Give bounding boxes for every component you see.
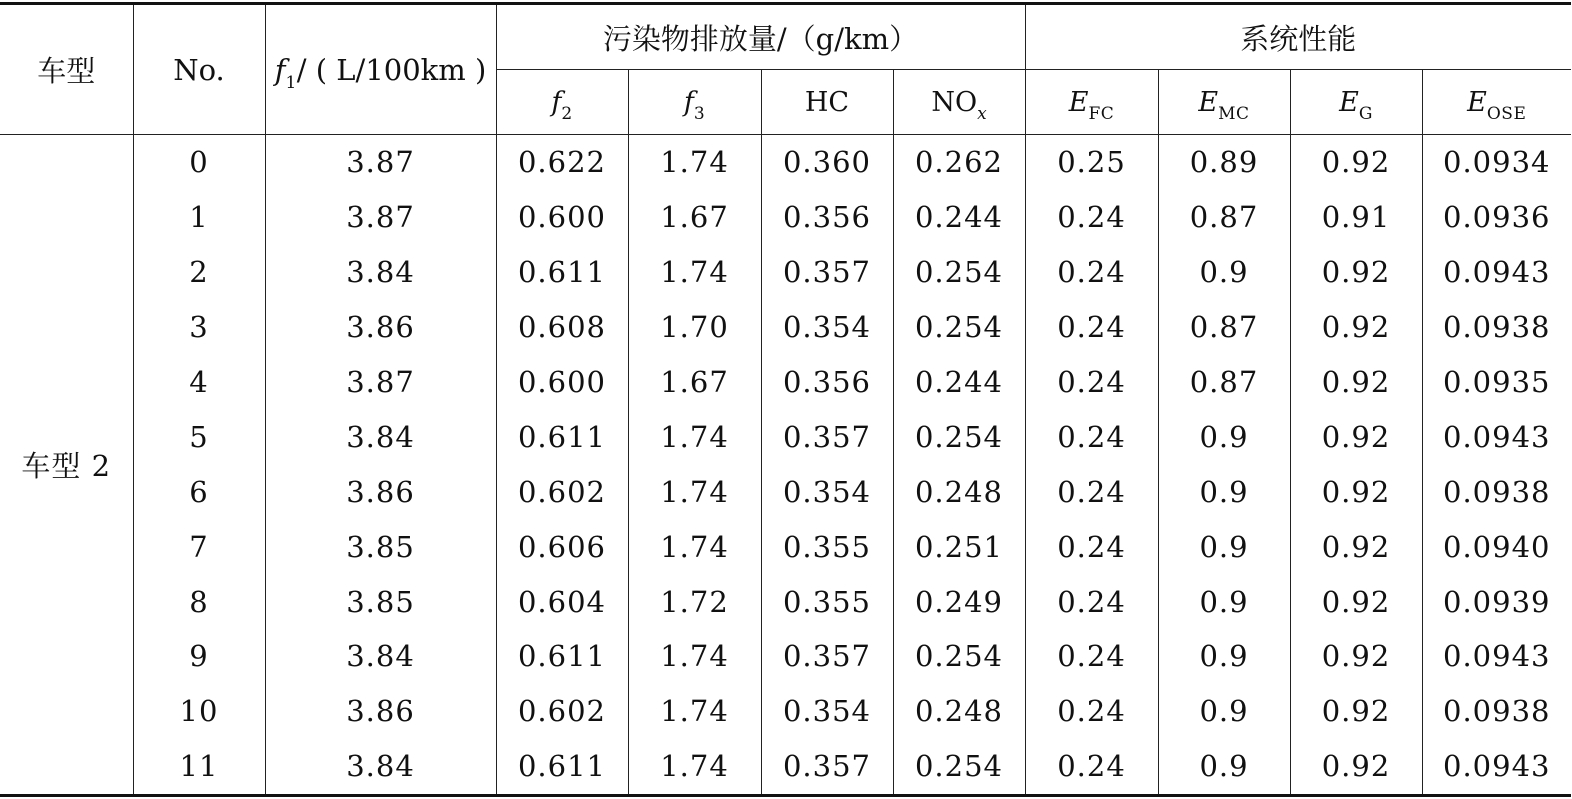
header-hc: HC <box>761 70 893 135</box>
cell-efc: 0.24 <box>1025 684 1158 739</box>
table-row <box>0 355 1571 410</box>
cell-f1: 3.85 <box>265 519 496 574</box>
cell-efc: 0.24 <box>1025 629 1158 684</box>
cell-f3: 1.74 <box>628 519 761 574</box>
cell-no: 1 <box>133 190 265 245</box>
cell-f2: 0.608 <box>496 300 628 355</box>
cell-eg: 0.92 <box>1290 300 1422 355</box>
cell-eg: 0.92 <box>1290 629 1422 684</box>
header-eg: $E_G$ <box>1290 70 1422 135</box>
cell-efc: 0.24 <box>1025 409 1158 464</box>
cell-efc: 0.24 <box>1025 739 1158 795</box>
cell-no: 7 <box>133 519 265 574</box>
cell-no: 9 <box>133 629 265 684</box>
cell-f2: 0.611 <box>496 629 628 684</box>
cell-no: 11 <box>133 739 265 795</box>
header-f2: $f_2$ <box>496 70 628 135</box>
cell-emc: 0.9 <box>1158 409 1290 464</box>
header-row-1 <box>0 4 1571 70</box>
header-no: No. <box>133 4 265 135</box>
cell-f2: 0.611 <box>496 739 628 795</box>
cell-eose: 0.0938 <box>1443 474 1551 509</box>
cell-f2: 0.606 <box>496 519 628 574</box>
cell-hc: 0.355 <box>761 519 893 574</box>
cell-nox: 0.262 <box>893 135 1025 190</box>
cell-efc: 0.24 <box>1025 355 1158 410</box>
cell-eose: 0.0943 <box>1443 419 1551 454</box>
cell-eg: 0.92 <box>1290 135 1422 190</box>
cell-f2: 0.602 <box>496 464 628 519</box>
header-pollutant-group: 污染物排放量/（g/km） <box>496 4 1025 70</box>
cell-f2: 0.600 <box>496 355 628 410</box>
cell-eg: 0.91 <box>1290 190 1422 245</box>
cell-f1: 3.84 <box>265 409 496 464</box>
table-row <box>0 519 1571 574</box>
cell-f1: 3.87 <box>265 135 496 190</box>
cell-emc: 0.87 <box>1158 300 1290 355</box>
cell-eose: 0.0938 <box>1443 310 1551 345</box>
table-row <box>0 300 1571 355</box>
cell-f1: 3.84 <box>265 245 496 300</box>
table-body <box>0 135 1571 796</box>
table-row <box>0 245 1571 300</box>
header-f1 <box>265 4 496 135</box>
table-row <box>0 739 1571 795</box>
cell-emc: 0.9 <box>1158 519 1290 574</box>
cell-efc: 0.24 <box>1025 464 1158 519</box>
cell-f3: 1.74 <box>628 684 761 739</box>
table-row <box>0 409 1571 464</box>
cell-no: 2 <box>133 245 265 300</box>
cell-nox: 0.248 <box>893 684 1025 739</box>
cell-f1: 3.86 <box>265 684 496 739</box>
cell-efc: 0.24 <box>1025 190 1158 245</box>
cell-eose: 0.0938 <box>1443 694 1551 729</box>
cell-nox: 0.254 <box>893 409 1025 464</box>
cell-emc: 0.9 <box>1158 574 1290 629</box>
table-row <box>0 574 1571 629</box>
cell-no: 4 <box>133 355 265 410</box>
table-row <box>0 135 1571 190</box>
cell-eg: 0.92 <box>1290 409 1422 464</box>
cell-eose: 0.0943 <box>1443 639 1551 674</box>
cell-efc: 0.24 <box>1025 519 1158 574</box>
vehicle-type-cell: 车型 2 <box>0 135 133 796</box>
cell-hc: 0.357 <box>761 629 893 684</box>
cell-no: 8 <box>133 574 265 629</box>
header-efc: $E_{FC}$ <box>1025 70 1158 135</box>
cell-f1: 3.87 <box>265 355 496 410</box>
cell-f3: 1.70 <box>628 300 761 355</box>
table-row <box>0 684 1571 739</box>
table-row <box>0 464 1571 519</box>
cell-emc: 0.9 <box>1158 629 1290 684</box>
cell-eg: 0.92 <box>1290 464 1422 519</box>
cell-f3: 1.72 <box>628 574 761 629</box>
table-row <box>0 190 1571 245</box>
cell-hc: 0.356 <box>761 190 893 245</box>
header-f1-unit: / ( L/100km ) <box>296 52 487 87</box>
cell-f3: 1.74 <box>628 409 761 464</box>
cell-no: 10 <box>133 684 265 739</box>
cell-hc: 0.354 <box>761 300 893 355</box>
cell-f2: 0.622 <box>496 135 628 190</box>
cell-hc: 0.356 <box>761 355 893 410</box>
table-row <box>0 629 1571 684</box>
cell-eose: 0.0936 <box>1443 200 1551 235</box>
cell-f2: 0.600 <box>496 190 628 245</box>
cell-f2: 0.604 <box>496 574 628 629</box>
cell-nox: 0.254 <box>893 629 1025 684</box>
cell-nox: 0.254 <box>893 245 1025 300</box>
header-f3: $f_3$ <box>628 70 761 135</box>
cell-efc: 0.24 <box>1025 245 1158 300</box>
cell-eg: 0.92 <box>1290 739 1422 795</box>
cell-hc: 0.354 <box>761 464 893 519</box>
cell-emc: 0.9 <box>1158 245 1290 300</box>
cell-eose: 0.0940 <box>1443 529 1551 564</box>
cell-no: 3 <box>133 300 265 355</box>
cell-efc: 0.24 <box>1025 574 1158 629</box>
cell-eg: 0.92 <box>1290 574 1422 629</box>
cell-nox: 0.248 <box>893 464 1025 519</box>
cell-eg: 0.92 <box>1290 355 1422 410</box>
cell-hc: 0.357 <box>761 409 893 464</box>
cell-f1: 3.84 <box>265 629 496 684</box>
cell-eg: 0.92 <box>1290 684 1422 739</box>
cell-f2: 0.611 <box>496 409 628 464</box>
cell-nox: 0.249 <box>893 574 1025 629</box>
cell-emc: 0.87 <box>1158 355 1290 410</box>
cell-hc: 0.360 <box>761 135 893 190</box>
cell-efc: 0.25 <box>1025 135 1158 190</box>
cell-no: 5 <box>133 409 265 464</box>
cell-emc: 0.87 <box>1158 190 1290 245</box>
cell-emc: 0.9 <box>1158 684 1290 739</box>
cell-emc: 0.9 <box>1158 464 1290 519</box>
cell-f1: 3.85 <box>265 574 496 629</box>
cell-f1: 3.87 <box>265 190 496 245</box>
cell-f3: 1.74 <box>628 135 761 190</box>
header-vehicle-type: 车型 <box>0 4 133 135</box>
table-header <box>0 4 1571 135</box>
cell-efc: 0.24 <box>1025 300 1158 355</box>
cell-no: 6 <box>133 464 265 519</box>
cell-emc: 0.9 <box>1158 739 1290 795</box>
cell-f1: 3.86 <box>265 300 496 355</box>
cell-eose: 0.0935 <box>1443 365 1551 399</box>
cell-no: 0 <box>133 135 265 190</box>
cell-eose: 0.0934 <box>1443 145 1551 180</box>
header-nox: $NO_x$ <box>893 70 1025 135</box>
cell-f1: 3.84 <box>265 739 496 795</box>
cell-f2: 0.611 <box>496 245 628 300</box>
cell-f3: 1.74 <box>628 739 761 795</box>
header-system-group: 系统性能 <box>1240 21 1357 56</box>
cell-hc: 0.355 <box>761 574 893 629</box>
cell-nox: 0.254 <box>893 739 1025 795</box>
cell-eose: 0.0939 <box>1443 584 1551 619</box>
header-emc: $E_{MC}$ <box>1158 70 1290 135</box>
cell-f1: 3.86 <box>265 464 496 519</box>
cell-emc: 0.89 <box>1158 135 1290 190</box>
cell-hc: 0.357 <box>761 739 893 795</box>
cell-hc: 0.354 <box>761 684 893 739</box>
cell-nox: 0.254 <box>893 300 1025 355</box>
cell-f3: 1.74 <box>628 464 761 519</box>
cell-nox: 0.251 <box>893 519 1025 574</box>
cell-f2: 0.602 <box>496 684 628 739</box>
cell-f3: 1.74 <box>628 629 761 684</box>
cell-eg: 0.92 <box>1290 245 1422 300</box>
data-table <box>0 2 1571 797</box>
cell-f3: 1.74 <box>628 245 761 300</box>
cell-nox: 0.244 <box>893 355 1025 410</box>
header-f1-sub: 1 <box>285 72 297 93</box>
cell-f3: 1.67 <box>628 190 761 245</box>
header-f1-var: f <box>274 52 286 87</box>
header-eose: $E_{OSE}$ <box>1422 70 1571 135</box>
cell-hc: 0.357 <box>761 245 893 300</box>
cell-f3: 1.67 <box>628 355 761 410</box>
cell-eose: 0.0943 <box>1443 255 1551 290</box>
cell-nox: 0.244 <box>893 190 1025 245</box>
cell-eg: 0.92 <box>1290 519 1422 574</box>
cell-eose: 0.0943 <box>1443 749 1551 784</box>
